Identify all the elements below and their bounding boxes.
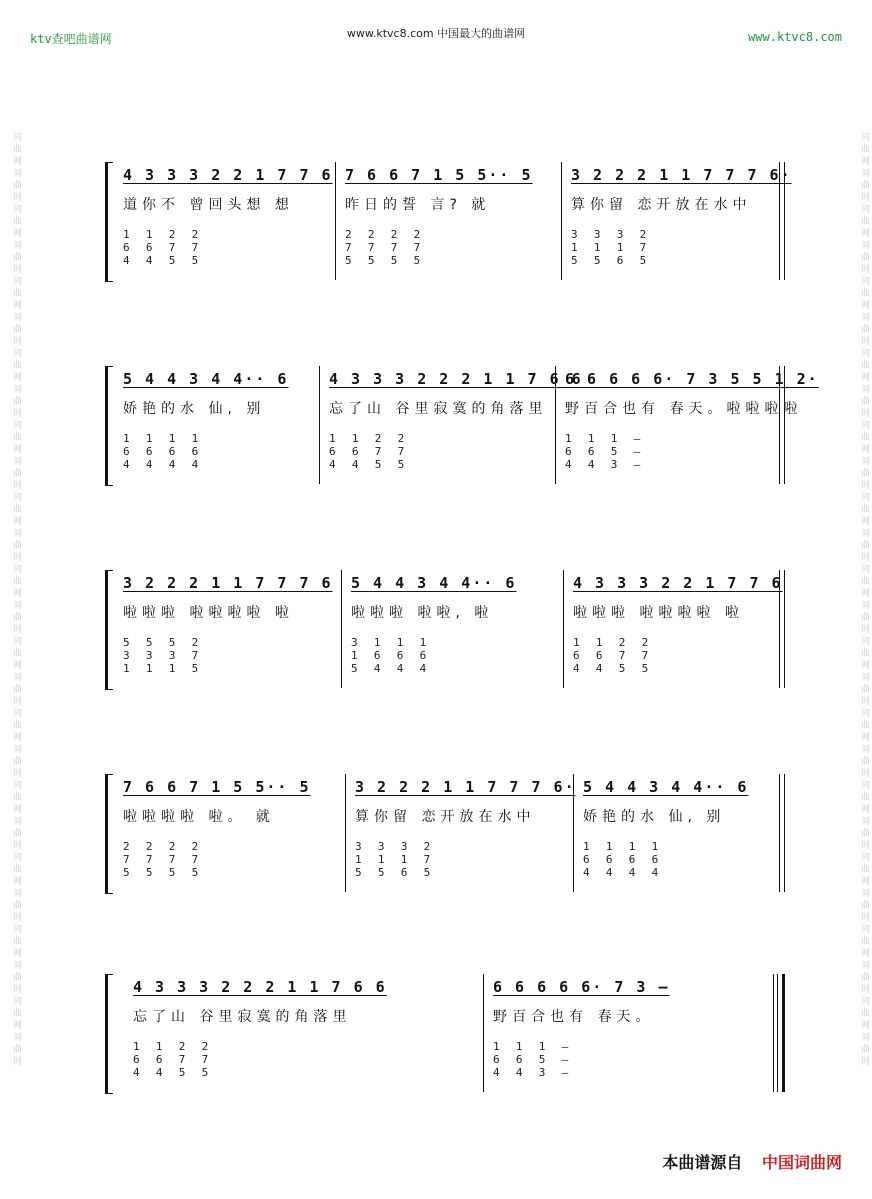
melody-notes: 4 3 3 3 2 2 1 7 7 6 [123,166,333,184]
melody-notes: 4 3 3 3 2 2 2 1 1 7 6 6 [329,370,583,388]
system-end-barline [784,366,785,484]
side-watermark-right: 词曲网词曲网词曲网词曲网词曲网词曲网词曲网词曲网词曲网词曲网词曲网词曲网词曲网词曲网词曲网词曲网词曲网词曲网词曲网词曲网词曲网词曲网词曲网词曲网词曲网词曲网 [859,131,869,1068]
melody-notes: 3 2 2 2 1 1 7 7 7 6· [571,166,792,184]
system-bracket [105,974,113,1094]
lyrics: 忘了山 谷里寂寞的角落里 [133,1009,352,1025]
system-bracket [105,162,113,282]
melody-notes: 4 3 3 3 2 2 1 7 7 6 [573,574,783,592]
measure [345,774,574,892]
melody-notes: 5 4 4 3 4 4·· 6 [123,370,289,388]
score-system-1 [105,162,792,282]
header-site-name[interactable]: ktv查吧曲谱网 [30,32,112,46]
score-system-2 [105,366,819,486]
system-bracket [105,774,113,894]
measure [483,974,774,1092]
chord-accompaniment: 3 3 3 2 1 1 1 7 5 5 6 5 [571,228,648,267]
system-end-barline [784,774,785,892]
measure [561,162,792,280]
chord-accompaniment: 1 1 1 1 6 6 6 6 4 4 4 4 [583,840,660,879]
chord-accompaniment: 1 1 2 2 6 6 7 7 4 4 5 5 [573,636,650,675]
melody-notes: 6 6 6 6 6· 7 3 5 5 1 2· [565,370,819,388]
melody-notes: 5 4 4 3 4 4·· 6 [351,574,517,592]
measure [573,774,780,892]
measure [563,570,783,688]
melody-notes: 4 3 3 3 2 2 2 1 1 7 6 6 [133,978,387,996]
measure [123,974,484,1092]
measure [341,570,564,688]
chord-accompaniment: 1 1 2 2 6 6 7 7 4 4 5 5 [133,1040,210,1079]
measure [113,162,336,280]
score-system-5 [105,974,785,1094]
header-site-tagline: www.ktvc8.com 中国最大的曲谱网 [346,27,526,40]
lyrics: 算你留 恋开放在水中 [355,809,536,825]
lyrics: 昨日的誓 言? 就 [345,197,491,213]
lyrics: 啦啦啦啦 啦。 就 [123,809,275,825]
lyrics: 啦啦啦 啦啦啦啦 啦 [573,605,744,621]
score-system-4 [105,774,785,894]
chord-accompaniment: 1 1 1 — 6 6 5 — 4 4 3 — [565,432,642,471]
footer-source-label: 本曲谱源自 [662,1153,743,1172]
chord-accompaniment: 1 1 2 2 6 6 7 7 4 4 5 5 [329,432,406,471]
score-system-3 [105,570,785,690]
chord-accompaniment: 2 2 2 2 7 7 7 7 5 5 5 5 [123,840,200,879]
melody-notes: 3 2 2 2 1 1 7 7 7 6· [355,778,576,796]
footer-brand-link[interactable]: 中国词曲网 [761,1153,842,1172]
measure [113,774,346,892]
melody-notes: 7 6 6 7 1 5 5·· 5 [123,778,311,796]
system-end-barline [784,570,785,688]
lyrics: 野百合也有 春天。 [493,1009,655,1025]
chord-accompaniment: 2 2 2 2 7 7 7 7 5 5 5 5 [345,228,422,267]
lyrics: 娇艳的水 仙, 别 [583,809,726,825]
chord-accompaniment: 3 1 1 1 1 6 6 6 5 4 4 4 [351,636,428,675]
lyrics: 娇艳的水 仙, 别 [123,401,266,417]
melody-notes: 7 6 6 7 1 5 5·· 5 [345,166,533,184]
footer-credit [662,1150,842,1173]
lyrics: 野百合也有 春天。啦啦啦啦 [565,401,803,417]
final-barline [777,974,785,1092]
melody-notes: 3 2 2 2 1 1 7 7 7 6 [123,574,333,592]
melody-notes: 6 6 6 6 6· 7 3 — [493,978,670,996]
chord-accompaniment: 5 5 5 2 3 3 3 7 1 1 1 5 [123,636,200,675]
header-site-url[interactable]: www.ktvc8.com [748,30,842,44]
chord-accompaniment: 1 1 2 2 6 6 7 7 4 4 5 5 [123,228,200,267]
melody-notes: 5 4 4 3 4 4·· 6 [583,778,749,796]
system-bracket [105,570,113,690]
measure [335,162,562,280]
side-watermark-left: 词曲网词曲网词曲网词曲网词曲网词曲网词曲网词曲网词曲网词曲网词曲网词曲网词曲网词曲网词曲网词曲网词曲网词曲网词曲网词曲网词曲网词曲网词曲网词曲网词曲网词曲网 [11,131,21,1068]
measure [319,366,583,484]
lyrics: 啦啦啦 啦啦啦啦 啦 [123,605,294,621]
system-end-barline [784,162,785,280]
lyrics: 算你留 恋开放在水中 [571,197,752,213]
measure [555,366,819,484]
lyrics: 忘了山 谷里寂寞的角落里 [329,401,548,417]
lyrics: 道你不 曾回头想 想 [123,197,294,213]
measure [113,366,320,484]
chord-accompaniment: 1 1 1 — 6 6 5 — 4 4 3 — [493,1040,570,1079]
lyrics: 啦啦啦 啦啦, 啦 [351,605,494,621]
chord-accompaniment: 1 1 1 1 6 6 6 6 4 4 4 4 [123,432,200,471]
chord-accompaniment: 3 3 3 2 1 1 1 7 5 5 6 5 [355,840,432,879]
system-bracket [105,366,113,486]
measure [113,570,342,688]
